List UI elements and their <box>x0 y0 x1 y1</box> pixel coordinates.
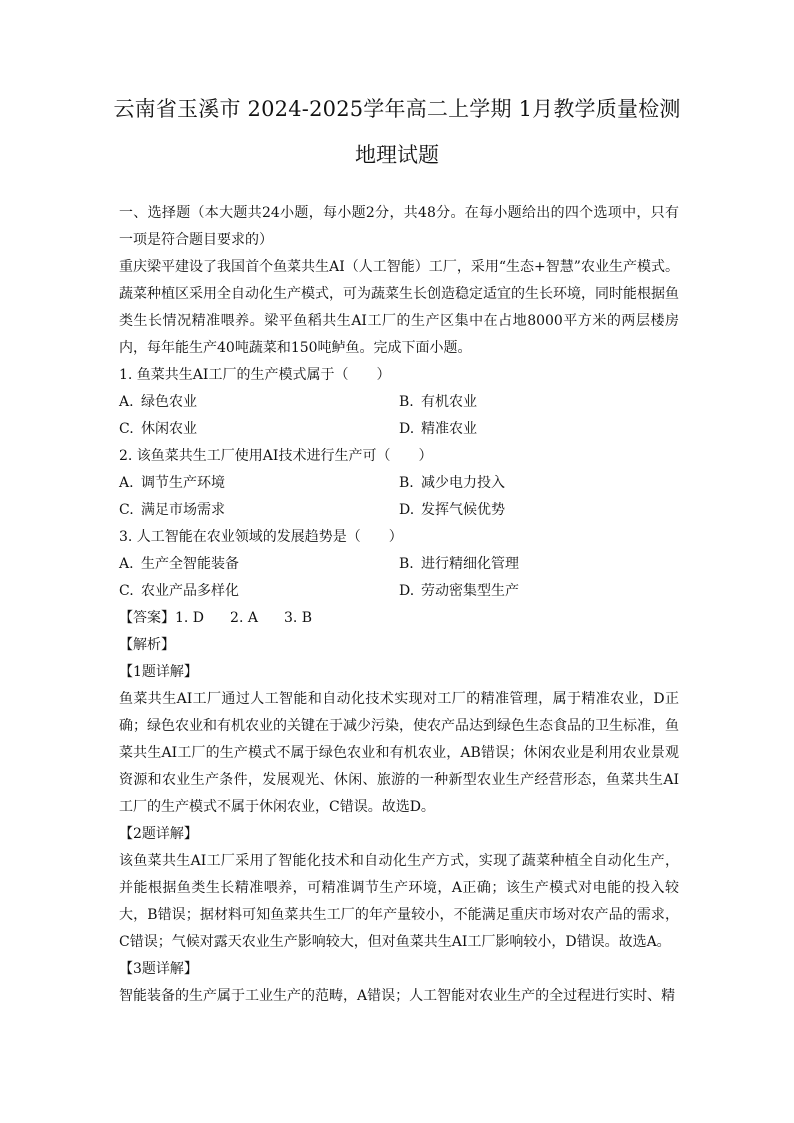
option-row <box>119 389 679 416</box>
option-b: B. 有机农业 <box>399 394 477 410</box>
option-row <box>119 416 679 443</box>
answer-item: 3. B <box>283 610 313 626</box>
answer-label: 【答案】 <box>119 610 175 626</box>
option-d: D. 发挥气候优势 <box>399 502 505 518</box>
detail-heading: 【3题详解】 <box>119 961 198 977</box>
question-stem: 1. 鱼菜共生AI工厂的生产模式属于（ ） <box>119 367 391 383</box>
detail-heading: 【2题详解】 <box>119 826 198 842</box>
option-row <box>119 470 679 497</box>
option-d: D. 精准农业 <box>399 421 477 437</box>
document-body <box>119 200 679 1010</box>
document-title: 云南省玉溪市 2024-2025学年高二上学期 1月教学质量检测 <box>113 97 681 121</box>
option-a: A. 生产全智能装备 <box>119 556 239 572</box>
option-a: A. 绿色农业 <box>119 394 197 410</box>
detail-text: 鱼菜共生AI工厂通过人工智能和自动化技术实现对工厂的精准管理，属于精准农业，D正确；绿色农业和有机农业的关键在于减少污染，使农产品达到绿色生态食品的卫生标准，鱼菜共生AI工厂的生产模式不属于绿色农业和有机农业，AB错误；休闲农业是利用农业景观资源和农业生产条件，发展观光、休闲、旅游的一种新型农业生产经营形态，鱼菜共生AI工厂的生产模式不属于休闲农业，C错误。故选D。 <box>119 691 679 815</box>
option-b: B. 进行精细化管理 <box>399 556 519 572</box>
detail-text: 该鱼菜共生AI工厂采用了智能化技术和自动化生产方式，实现了蔬菜种植全自动化生产，并能根据鱼类生长精准喂养，可精准调节生产环境，A正确；该生产模式对电能的投入较大，B错误；据材料可知鱼菜共生工厂的年产量较小，不能满足重庆市场对农产品的需求，C错误；气候对露天农业生产影响较大，但对鱼菜共生AI工厂影响较小，D错误。故选A。 <box>119 853 679 950</box>
option-row <box>119 551 679 578</box>
option-row <box>119 578 679 605</box>
answer-item: 1. D <box>175 610 205 626</box>
detail-text: 智能装备的生产属于工业生产的范畴，A错误；人工智能对农业生产的全过程进行实时、精 <box>119 988 676 1004</box>
answer-line <box>119 605 679 632</box>
detail-heading: 【1题详解】 <box>119 664 198 680</box>
option-c: C. 休闲农业 <box>119 421 197 437</box>
option-a: A. 调节生产环境 <box>119 475 225 491</box>
answer-item: 2. A <box>230 610 258 626</box>
material-paragraph: 重庆梁平建设了我国首个鱼菜共生AI（人工智能）工厂，采用“生态+智慧”农业生产模式。蔬菜种植区采用全自动化生产模式，可为蔬菜生长创造稳定适宜的生长环境，同时能根据鱼类生长情况精准喂养。梁平鱼稻共生AI工厂的生产区集中在占地8000平方米的两层楼房内，每年能生产40吨蔬菜和150吨鲈鱼。完成下面小题。 <box>119 259 679 356</box>
option-row <box>119 497 679 524</box>
option-c: C. 农业产品多样化 <box>119 583 239 599</box>
analysis-label: 【解析】 <box>119 637 175 653</box>
section-intro: 一、选择题（本大题共24小题，每小题2分，共48分。在每小题给出的四个选项中，只有一项是符合题目要求的） <box>119 205 679 248</box>
document-subtitle: 地理试题 <box>355 143 439 167</box>
question-stem: 3. 人工智能在农业领域的发展趋势是（ ） <box>119 529 403 545</box>
option-c: C. 满足市场需求 <box>119 502 225 518</box>
question-stem: 2. 该鱼菜共生工厂使用AI技术进行生产可（ ） <box>119 448 433 464</box>
option-b: B. 减少电力投入 <box>399 475 505 491</box>
option-d: D. 劳动密集型生产 <box>399 583 519 599</box>
